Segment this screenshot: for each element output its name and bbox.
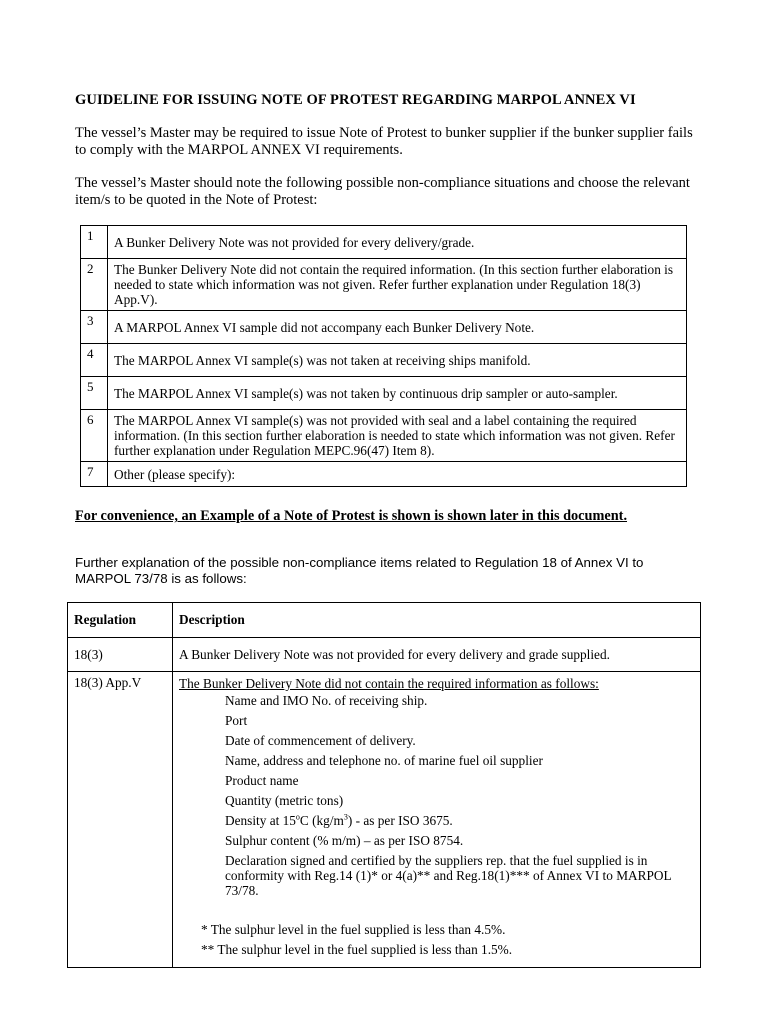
- item-text: The MARPOL Annex VI sample(s) was not taken by continuous drip sampler or auto-sampler.: [108, 377, 687, 410]
- item-number: 4: [81, 344, 108, 377]
- table-header-row: [68, 603, 701, 638]
- footnotes: [179, 920, 694, 960]
- description-cell: [173, 672, 701, 968]
- intro-paragraph: The vessel’s Master may be required to issue Note of Protest to bunker supplier if the bunker supplier fails to comply with the MARPOL ANNEX VI requirements.: [75, 125, 693, 158]
- item-number: 1: [81, 226, 108, 259]
- item-number: 7: [81, 462, 108, 487]
- item-number: 3: [81, 311, 108, 344]
- regulation-cell: 18(3) App.V: [68, 672, 173, 968]
- regulation-cell: 18(3): [68, 638, 173, 672]
- cubic-superscript: 3: [343, 812, 348, 822]
- instruction-paragraph: The vessel’s Master should note the following possible non-compliance situations and choose the relevant item/s to be quoted in the Note of Protest:: [75, 175, 690, 208]
- list-item: Port: [225, 713, 248, 728]
- item-text: A MARPOL Annex VI sample did not accompany each Bunker Delivery Note.: [108, 311, 687, 344]
- density-unit-text: C (kg/m: [299, 813, 344, 828]
- convenience-note: For convenience, an Example of a Note of Protest is shown is shown later in this document.: [75, 508, 628, 524]
- table-row: [81, 259, 687, 311]
- table-row: [68, 672, 701, 968]
- item-text: The Bunker Delivery Note did not contain the required information. (In this section further elaboration is needed to state which information was not given. Refer further explanation under Regulation 18(3) App.V).: [108, 259, 687, 311]
- item-text: Other (please specify):: [108, 462, 687, 487]
- list-item: Sulphur content (% m/m) – as per ISO 8754.: [225, 833, 464, 848]
- degree-superscript: o: [295, 812, 300, 822]
- list-item: Declaration signed and certified by the suppliers rep. that the fuel supplied is in conformity with Reg.14 (1)* or 4(a)** and Reg.18(1)*** of Annex VI to MARPOL 73/78.: [225, 853, 672, 898]
- item-text: A Bunker Delivery Note was not provided for every delivery/grade.: [108, 226, 687, 259]
- table-row: [81, 410, 687, 462]
- further-explanation: Further explanation of the possible non-compliance items related to Regulation 18 of Annex VI to MARPOL 73/78 is as follows:: [75, 555, 644, 586]
- regulation-table: [67, 602, 701, 968]
- density-text: Density at 15: [225, 813, 296, 828]
- required-info-list: [179, 693, 694, 898]
- density-iso-text: ) - as per ISO 3675.: [347, 813, 453, 828]
- list-item: Quantity (metric tons): [225, 793, 344, 808]
- required-info-heading: The Bunker Delivery Note did not contain the required information as follows:: [179, 676, 599, 691]
- non-compliance-table: [80, 225, 687, 487]
- item-number: 2: [81, 259, 108, 311]
- table-row: [81, 344, 687, 377]
- document-title: GUIDELINE FOR ISSUING NOTE OF PROTEST REGARDING MARPOL ANNEX VI: [75, 92, 636, 108]
- item-text: The MARPOL Annex VI sample(s) was not taken at receiving ships manifold.: [108, 344, 687, 377]
- description-cell: A Bunker Delivery Note was not provided for every delivery and grade supplied.: [173, 638, 701, 672]
- list-item-density: [225, 813, 694, 828]
- table-row: [81, 462, 687, 487]
- list-item: Product name: [225, 773, 299, 788]
- item-number: 5: [81, 377, 108, 410]
- list-item: Name, address and telephone no. of marine fuel oil supplier: [225, 753, 543, 768]
- item-text: The MARPOL Annex VI sample(s) was not provided with seal and a label containing the required information. (In this section further elaboration is needed to state which information was not given. Refer further explanation under Regulation MEPC.96(47) Item 8).: [108, 410, 687, 462]
- footnote: ** The sulphur level in the fuel supplied is less than 1.5%.: [201, 942, 513, 957]
- table-row: [81, 377, 687, 410]
- item-number: 6: [81, 410, 108, 462]
- description-column-header: Description: [173, 603, 701, 638]
- table-row: [68, 638, 701, 672]
- regulation-column-header: Regulation: [68, 603, 173, 638]
- list-item: Name and IMO No. of receiving ship.: [225, 693, 428, 708]
- table-row: [81, 226, 687, 259]
- table-row: [81, 311, 687, 344]
- list-item: Date of commencement of delivery.: [225, 733, 416, 748]
- footnote: * The sulphur level in the fuel supplied is less than 4.5%.: [201, 922, 506, 937]
